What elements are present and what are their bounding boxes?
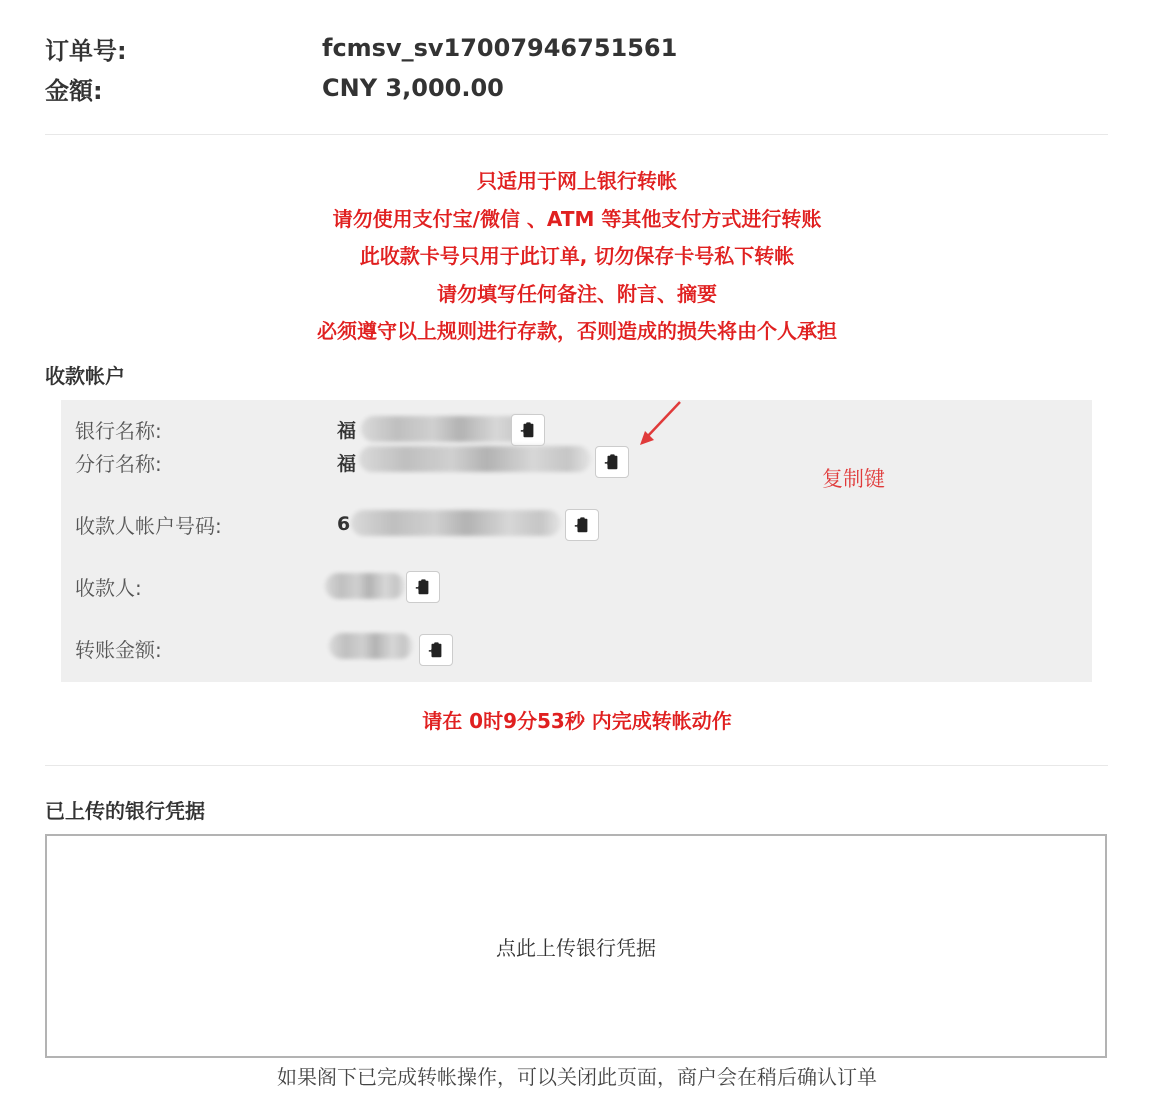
redacted-value xyxy=(325,573,405,599)
copy-button-account-number[interactable] xyxy=(565,509,599,541)
rule-line: 请勿使用支付宝/微信 、ATM 等其他支付方式进行转账 xyxy=(332,206,822,231)
clipboard-copy-icon xyxy=(603,453,621,471)
rule-line: 此收款卡号只用于此订单, 切勿保存卡号私下转帐 xyxy=(359,244,795,268)
copy-button-transfer-amount[interactable] xyxy=(419,634,453,666)
annotation-arrow-icon xyxy=(636,398,686,450)
field-value-bank-name: 福 xyxy=(337,419,357,442)
field-value-branch-name: 福 xyxy=(337,452,357,475)
rule-line: 只适用于网上银行转帐 xyxy=(477,169,677,193)
order-info xyxy=(45,28,677,108)
order-amount-row xyxy=(45,68,677,108)
footer-note: 如果阁下已完成转帐操作，可以关闭此页面，商户会在稍后确认订单 xyxy=(277,1065,877,1089)
order-amount-value: CNY 3,000.00 xyxy=(322,74,504,102)
redacted-value xyxy=(351,510,561,536)
rule-line: 请勿填写任何备注、附言、摘要 xyxy=(437,281,717,306)
countdown-timer: 请在 0时9分53秒 内完成转帐动作 xyxy=(422,709,732,733)
order-amount-label: 金額: xyxy=(45,76,103,105)
redacted-value xyxy=(359,446,591,472)
field-label: 转账金额: xyxy=(75,637,162,662)
upload-receipt-area[interactable] xyxy=(45,834,1107,1058)
rule-line: 必须遵守以上规则进行存款，否则造成的损失将由个人承担 xyxy=(317,319,837,343)
order-number-label: 订单号: xyxy=(45,36,127,65)
field-label: 银行名称: xyxy=(75,418,162,443)
copy-button-bank-name[interactable] xyxy=(511,414,545,446)
account-panel xyxy=(61,400,1092,682)
upload-prompt: 点此上传银行凭据 xyxy=(496,935,656,960)
field-label: 收款人帐户号码: xyxy=(75,513,222,538)
upload-section-title: 已上传的银行凭据 xyxy=(45,799,205,823)
clipboard-copy-icon xyxy=(427,641,445,659)
field-value-account-number: 6 xyxy=(337,513,351,535)
transfer-rules xyxy=(0,163,1154,351)
field-label: 收款人: xyxy=(75,575,142,600)
clipboard-copy-icon xyxy=(414,578,432,596)
copy-button-branch-name[interactable] xyxy=(595,446,629,478)
clipboard-copy-icon xyxy=(573,516,591,534)
header-divider xyxy=(45,134,1108,135)
copy-key-annotation: 复制键 xyxy=(822,467,885,491)
account-section-title: 收款帐户 xyxy=(45,364,125,388)
field-label: 分行名称: xyxy=(75,451,162,476)
order-number-value: fcmsv_sv17007946751561 xyxy=(322,34,678,62)
section-divider xyxy=(45,765,1108,766)
order-number-row xyxy=(45,28,677,68)
clipboard-copy-icon xyxy=(519,421,537,439)
copy-button-payee[interactable] xyxy=(406,571,440,603)
redacted-value xyxy=(329,633,413,659)
